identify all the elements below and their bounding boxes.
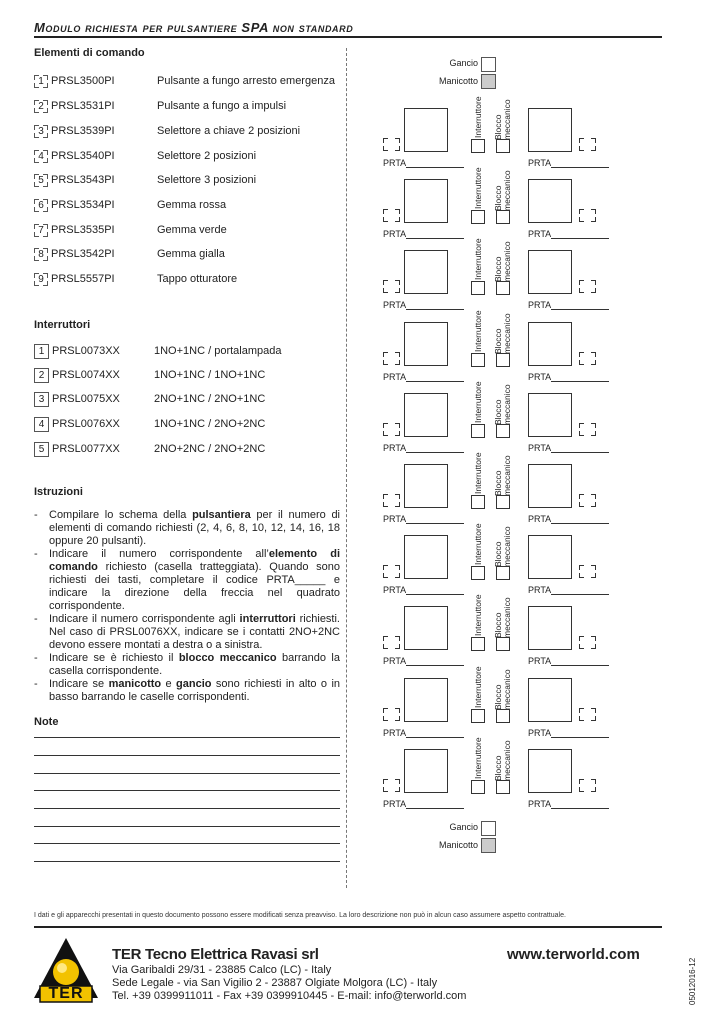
blocco-meccanico-label [494,507,512,567]
meccanico-word: meccanico [502,312,512,354]
right-arrow-square[interactable] [528,464,572,508]
interruttore-checkbox[interactable] [471,281,485,295]
element-number-box[interactable] [579,352,596,365]
istruzione-text: Indicare il numero corrispondente all’ [49,548,269,560]
right-prta[interactable] [528,514,609,524]
prta-label: PRTA [528,656,552,667]
right-prta[interactable] [528,443,609,453]
comando-desc: Gemma verde [157,224,227,236]
comandi-header: Elementi di comando [34,47,145,59]
istruzioni-list [34,509,340,704]
meccanico-word: meccanico [502,526,512,568]
element-number-box[interactable] [383,708,400,721]
interruttore-checkbox[interactable] [471,139,485,153]
istruzione-keyword: gancio [176,678,212,690]
left-prta[interactable] [383,656,464,666]
blocco-meccanico-label [494,650,512,710]
interruttore-label: Interruttore [473,381,483,423]
right-prta[interactable] [528,372,609,382]
element-number-box[interactable] [383,423,400,436]
istruzione-text: barrando la casella corrispondente. [49,652,340,677]
comando-number: 2 [38,100,44,112]
interruttore-code: PRSL0073XX [52,345,120,357]
comando-desc: Selettore 3 posizioni [157,174,257,186]
prta-label: PRTA [383,585,407,596]
comando-number-box [34,224,48,237]
interruttore-number: 5 [34,442,49,457]
interruttore-number: 2 [34,368,49,383]
address-line-2: Sede Legale - via San Vigilio 2 - 23887 Olgiate Molgora (LC) - Italy [112,977,438,989]
interruttore-label: Interruttore [473,310,483,352]
element-number-box[interactable] [383,352,400,365]
interruttore-desc: 1NO+1NC / portalampada [154,345,282,357]
left-arrow-square[interactable] [404,749,448,793]
company-name: TER Tecno Elettrica Ravasi srl [112,946,319,963]
comando-number-box [34,100,48,113]
note-line[interactable] [34,790,340,791]
istruzione-keyword: pulsantiera [192,509,251,521]
separator-line [346,48,347,888]
right-arrow-square[interactable] [528,250,572,294]
element-number-box[interactable] [383,209,400,222]
comando-row [34,246,225,262]
prta-label: PRTA [383,229,407,240]
interruttore-checkbox[interactable] [471,210,485,224]
interruttore-row [34,416,265,432]
interruttore-checkbox[interactable] [471,709,485,723]
interruttore-row [34,391,265,407]
interruttore-checkbox[interactable] [471,780,485,794]
gancio-bottom-checkbox[interactable] [481,821,496,836]
prta-label: PRTA [528,229,552,240]
blocco-word: Blocco [493,470,503,496]
blocco-word: Blocco [493,684,503,710]
right-prta[interactable] [528,728,609,738]
comando-desc: Selettore 2 posizioni [157,150,257,162]
page-title: Modulo richiesta per pulsantiere SPA non standard [34,20,354,35]
right-arrow-square[interactable] [528,535,572,579]
note-line[interactable] [34,861,340,862]
interruttore-row [34,441,265,457]
right-prta[interactable] [528,158,609,168]
meccanico-word: meccanico [502,455,512,496]
note-line[interactable] [34,843,340,844]
istruzione-keyword: elemento di comando [49,548,341,573]
right-prta[interactable] [528,799,609,809]
interruttore-number: 3 [34,392,49,407]
prta-label: PRTA [528,585,552,596]
comando-code: PRSL3540PI [51,150,115,162]
left-prta[interactable] [383,585,464,595]
note-line[interactable] [34,737,340,738]
comando-row [34,148,256,164]
istruzione-keyword: manicotto [108,678,162,690]
blocco-meccanico-checkbox[interactable] [496,780,510,794]
manicotto-top-label: Manicotto [438,76,478,86]
blocco-word: Blocco [493,328,503,354]
note-line[interactable] [34,773,340,774]
blocco-word: Blocco [493,114,503,140]
blocco-meccanico-label [494,436,512,496]
ter-logo [32,936,100,1004]
istruzione-item [34,652,340,678]
logo-text: TER [48,985,84,1002]
comando-desc: Gemma rossa [157,199,227,211]
disclaimer: I dati e gli apparecchi presentati in questo documento possono essere modificati senza preavviso. La loro descrizione non può in alcun caso assumere aspetto contrattuale. [34,912,566,919]
comando-desc: Pulsante a fungo a impulsi [157,100,287,112]
prta-label: PRTA [383,371,407,382]
blocco-word: Blocco [493,612,503,639]
comando-number-box [34,174,48,187]
comando-desc: Tappo otturatore [157,273,238,285]
istruzione-text: per il numero di elementi di comando richiesti (2, 4, 6, 8, 10, 12, 14, 16, 18 oppure 20 pulsanti). [49,509,341,547]
prta-label: PRTA [383,727,407,738]
comando-number: 8 [38,248,44,260]
istruzione-text: Indicare se [49,678,109,690]
comando-code: PRSL5557PI [51,273,115,285]
blocco-word: Blocco [493,399,503,425]
note-line[interactable] [34,808,340,809]
prta-label: PRTA [528,798,552,809]
prta-label: PRTA [528,514,552,524]
comando-number-box [34,199,48,212]
left-arrow-square[interactable] [404,250,448,294]
comando-row [34,98,286,114]
right-arrow-square[interactable] [528,108,572,152]
note-line[interactable] [34,755,340,756]
element-number-box[interactable] [579,209,596,222]
prta-label: PRTA [383,514,407,524]
comando-number: 5 [38,174,44,186]
comando-code: PRSL3535PI [51,224,115,236]
left-arrow-square[interactable] [404,678,448,722]
blocco-meccanico-label [494,294,512,354]
left-arrow-square[interactable] [404,179,448,223]
right-arrow-square[interactable] [528,322,572,366]
comando-number: 7 [38,224,44,236]
interruttore-label: Interruttore [473,666,483,708]
left-arrow-square[interactable] [404,464,448,508]
meccanico-word: meccanico [502,241,512,283]
comando-number-box [34,125,48,138]
interruttore-number: 1 [34,344,49,359]
right-prta[interactable] [528,585,609,595]
left-arrow-square[interactable] [404,393,448,437]
comando-number-box [34,75,48,88]
istruzione-text: e [161,678,177,690]
website-link[interactable]: www.terworld.com [507,946,640,963]
prta-label: PRTA [383,442,407,453]
comando-desc: Selettore a chiave 2 posizioni [157,125,301,137]
left-prta[interactable] [383,514,464,524]
right-arrow-square[interactable] [528,678,572,722]
interruttore-label: Interruttore [473,96,483,138]
interruttore-checkbox[interactable] [471,637,485,651]
meccanico-word: meccanico [502,384,512,425]
right-arrow-square[interactable] [528,749,572,793]
istruzione-text: sono richiesti in alto o in basso barrando le caselle corrispondenti. [49,678,341,703]
element-number-box[interactable] [579,423,596,436]
gancio-top-checkbox[interactable] [481,57,496,72]
comando-row [34,73,335,89]
comando-code: PRSL3531PI [51,100,115,112]
interruttore-code: PRSL0074XX [52,369,120,381]
meccanico-word: meccanico [502,170,512,212]
element-number-box[interactable] [579,636,596,649]
istruzione-text: Indicare se è richiesto il [49,652,179,664]
prta-label: PRTA [383,158,407,168]
meccanico-word: meccanico [502,99,512,140]
prta-label: PRTA [383,656,407,667]
left-arrow-square[interactable] [404,606,448,650]
meccanico-word: meccanico [502,668,512,710]
left-prta[interactable] [383,443,464,453]
istruzione-text: richiesti. Nel caso di PRSL0076XX, indicare se i contatti 2NO+2NC devono essere montati a destra o a sinistra. [49,613,340,651]
istruzione-text: Indicare il numero corrispondente agli [49,613,240,625]
interruttore-row [34,343,281,359]
comando-code: PRSL3542PI [51,248,115,260]
interruttore-label: Interruttore [473,238,483,281]
element-number-box[interactable] [383,565,400,578]
left-prta[interactable] [383,158,464,168]
comando-row [34,271,237,287]
address-line-1: Via Garibaldi 29/31 - 23885 Calco (LC) - Italy [112,964,332,976]
address-line-3: Tel. +39 0399911011 - Fax +39 0399910445 - E-mail: info@terworld.com [112,990,467,1002]
interruttore-row [34,367,265,383]
comando-number-box [34,248,48,261]
blocco-word: Blocco [493,256,503,283]
interruttore-label: Interruttore [473,737,483,779]
left-arrow-square[interactable] [404,108,448,152]
istruzione-keyword: blocco meccanico [178,652,277,664]
interruttore-label: Interruttore [473,167,483,210]
istruzione-text: Compilare lo schema della [49,509,193,521]
left-prta[interactable] [383,799,464,809]
blocco-meccanico-label [494,151,512,211]
top-rule [34,36,662,38]
prta-label: PRTA [528,727,552,738]
istruzione-item [34,509,340,548]
gancio-bottom-label: Gancio [449,822,478,832]
comando-code: PRSL3539PI [51,125,115,137]
right-prta[interactable] [528,229,609,239]
element-number-box[interactable] [383,138,400,151]
blocco-word: Blocco [493,185,503,212]
element-number-box[interactable] [383,494,400,507]
interruttore-checkbox[interactable] [471,495,485,509]
comando-number-box [34,150,48,163]
element-number-box[interactable] [383,280,400,293]
interruttori-header: Interruttori [34,319,91,331]
interruttore-desc: 1NO+1NC / 1NO+1NC [154,369,266,381]
interruttore-checkbox[interactable] [471,566,485,580]
left-prta[interactable] [383,229,464,239]
meccanico-word: meccanico [502,597,512,639]
bottom-rule [34,926,662,928]
comando-code: PRSL3543PI [51,174,115,186]
blocco-meccanico-label [494,80,512,140]
left-prta[interactable] [383,372,464,382]
manicotto-bottom-label: Manicotto [438,840,478,850]
prta-label: PRTA [383,798,407,809]
blocco-word: Blocco [493,755,503,781]
prta-label: PRTA [528,371,552,382]
interruttore-checkbox[interactable] [471,424,485,438]
left-arrow-square[interactable] [404,322,448,366]
comando-code: PRSL3500PI [51,75,115,87]
comando-number: 1 [38,75,44,87]
gancio-top-label: Gancio [449,58,478,68]
prta-label: PRTA [528,158,552,168]
istruzione-keyword: interruttori [239,613,296,625]
blocco-meccanico-label [494,578,512,638]
right-prta[interactable] [528,656,609,666]
document-code: 05012016-12 [688,957,697,1005]
interruttore-label: Interruttore [473,452,483,494]
right-arrow-square[interactable] [528,179,572,223]
right-arrow-square[interactable] [528,606,572,650]
blocco-meccanico-label [494,721,512,781]
left-prta[interactable] [383,300,464,310]
element-number-box[interactable] [383,779,400,792]
interruttore-desc: 2NO+1NC / 2NO+1NC [154,393,266,405]
comando-desc: Pulsante a fungo arresto emergenza [157,75,335,87]
comando-row [34,222,227,238]
istruzione-item [34,613,340,652]
interruttore-code: PRSL0075XX [52,393,120,405]
meccanico-word: meccanico [502,740,512,781]
interruttore-desc: 2NO+2NC / 2NO+2NC [154,443,266,455]
blocco-meccanico-label [494,365,512,425]
comando-row [34,123,300,139]
blocco-word: Blocco [493,541,503,568]
interruttore-checkbox[interactable] [471,353,485,367]
prta-label: PRTA [383,300,407,311]
comando-number: 9 [38,273,44,285]
left-prta[interactable] [383,728,464,738]
element-number-box[interactable] [579,494,596,507]
element-number-box[interactable] [579,708,596,721]
interruttore-desc: 1NO+1NC / 2NO+2NC [154,418,266,430]
istruzione-item [34,548,340,613]
comando-row [34,197,226,213]
comando-number: 3 [38,125,44,137]
manicotto-bottom-checkbox[interactable] [481,838,496,853]
comando-number-box [34,273,48,286]
interruttore-code: PRSL0076XX [52,418,120,430]
comando-row [34,172,256,188]
comando-code: PRSL3534PI [51,199,115,211]
prta-label: PRTA [528,442,552,453]
istruzione-item [34,678,340,704]
note-header: Note [34,716,59,728]
element-number-box[interactable] [579,280,596,293]
blocco-meccanico-label [494,222,512,282]
istruzione-text: richiesto (casella tratteggiata). Quando sono richiesti dei tasti, completare il codice PRTA_____ e indicare la direzione della freccia nel quadrato corrispondente. [49,561,340,612]
element-number-box[interactable] [579,138,596,151]
istruzioni-header: Istruzioni [34,486,83,498]
right-prta[interactable] [528,300,609,310]
element-number-box[interactable] [383,636,400,649]
prta-label: PRTA [528,300,552,311]
element-number-box[interactable] [579,779,596,792]
interruttore-code: PRSL0077XX [52,443,120,455]
left-arrow-square[interactable] [404,535,448,579]
comando-desc: Gemma gialla [157,248,225,260]
interruttore-label: Interruttore [473,523,483,566]
right-arrow-square[interactable] [528,393,572,437]
note-line[interactable] [34,826,340,827]
element-number-box[interactable] [579,565,596,578]
comando-number: 4 [38,150,44,162]
comando-number: 6 [38,199,44,211]
interruttore-label: Interruttore [473,594,483,637]
interruttore-number: 4 [34,417,49,432]
